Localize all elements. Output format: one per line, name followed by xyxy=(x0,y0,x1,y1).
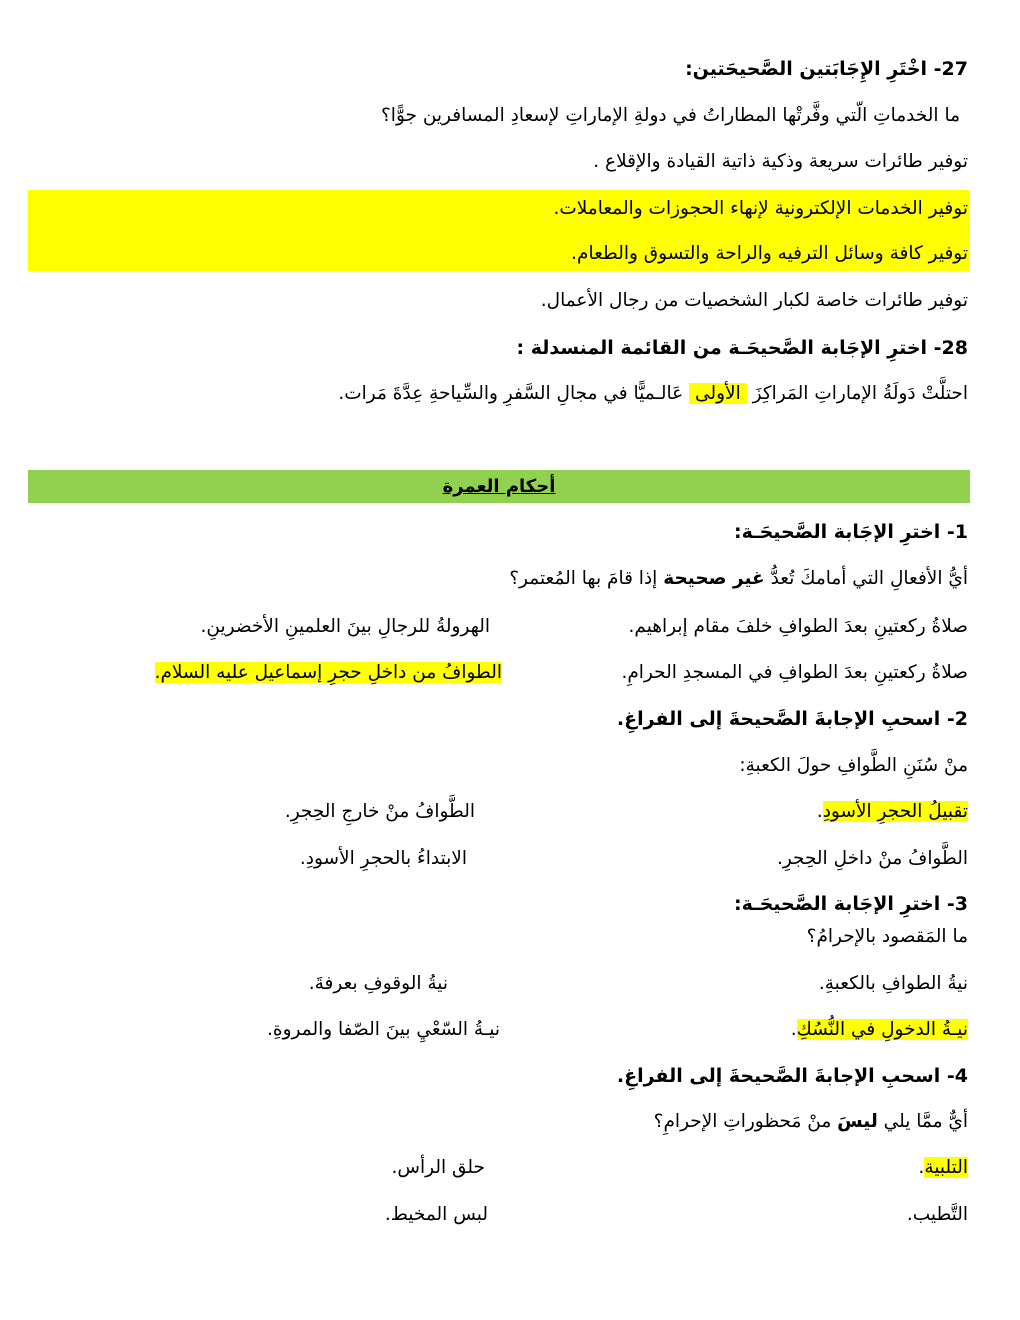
q28-sentence-start: احتلَّتْ دَولَةُ الإماراتِ المَراكِزَ xyxy=(752,383,968,404)
u1-option-r2[interactable]: صلاةُ ركعتينِ بعدَ الطوافِ في المسجدِ الحرامِ. xyxy=(621,662,968,683)
q27-option-3: توفير كافة وسائل الترفيه والراحة والتسوق والطعام. xyxy=(571,243,968,264)
u1-question xyxy=(52,566,968,592)
u2-option-l2[interactable]: الابتداءُ بالحجرِ الأسودِ. xyxy=(299,848,467,869)
u3-option-r2-dot: . xyxy=(790,1019,797,1040)
u3-title: 3- اخترِ الإجَابة الصَّحيحَـة: xyxy=(733,893,968,915)
q27-option-2: توفير الخدمات الإلكترونية لإنهاء الحجوزات والمعاملات. xyxy=(553,198,968,219)
u1-title: 1- اخترِ الإجَابة الصَّحيحَـة: xyxy=(733,521,968,543)
q27-question: ما الخدماتِ الّتي وفَّرتْها المطاراتُ في دولةِ الإماراتِ لإسعادِ المسافرين جوًّا؟ xyxy=(380,105,960,126)
u1-question-emphasis: غير صحيحة xyxy=(663,568,765,589)
u4-question-emphasis: ليسَ xyxy=(837,1111,878,1132)
u2-option-r2[interactable]: الطَّوافُ منْ داخلِ الحِجرِ. xyxy=(776,848,968,869)
u1-correct-answer: الطوافُ من داخلِ حجرِ إسماعيل عليه السلام. xyxy=(154,662,502,683)
u1-option-l2[interactable] xyxy=(155,660,502,686)
u1-question-end: إذا قامَ بها المُعتمر؟ xyxy=(509,568,658,589)
q27-option-1: توفير طائرات سريعة وذكية ذاتية القيادة والإقلاع . xyxy=(593,151,968,172)
u2-option-r1[interactable] xyxy=(817,799,968,825)
u1-option-r1[interactable]: صلاةُ ركعتينِ بعدَ الطوافِ خلفَ مقام إبراهيم. xyxy=(628,616,968,637)
u4-option-r1-dot: . xyxy=(918,1157,925,1178)
u2-title: 2- اسحبِ الإجابةَ الصَّحيحةَ إلى الفراغِ. xyxy=(616,708,968,730)
u3-option-l1[interactable]: نيةُ الوقوفِ بعرفةَ. xyxy=(308,973,448,994)
u4-question xyxy=(52,1109,968,1135)
u4-question-start: أيٌّ ممَّا يلي xyxy=(883,1111,968,1132)
section-title: أحكام العمرة xyxy=(442,476,556,497)
u2-option-l1[interactable]: الطَّوافُ منْ خارجِ الحِجرِ. xyxy=(284,801,475,822)
section-header xyxy=(28,470,970,503)
q28-sentence-end: عَالـميًّا في مجالِ السَّفرِ والسِّياحةِ عِدَّةَ مَرات. xyxy=(338,383,684,404)
q27-option-4: توفير طائرات خاصة لكبار الشخصيات من رجال الأعمال. xyxy=(540,290,968,311)
u2-option-r1-dot: . xyxy=(816,801,823,822)
u1-option-l1[interactable]: الهرولةُ للرجالِ بينَ العلمينِ الأخضرينِ. xyxy=(200,616,490,637)
u2-correct-answer: تقبيلُ الحجرِ الأسودِ xyxy=(822,801,968,822)
u4-option-r2[interactable]: التَّطيب. xyxy=(906,1204,968,1225)
q27-title: 27- اخْتَرِ الإِجَابَتين الصَّحيحَتين: xyxy=(685,58,968,80)
q28-title: 28- اخترِ الإجَابة الصَّحيحَـة من القائمة المنسدلة : xyxy=(516,337,968,359)
u2-question: منْ سُنَنِ الطَّوافِ حولَ الكعبةِ: xyxy=(739,755,968,776)
u4-question-end: منْ مَحظوراتِ الإحرامِ؟ xyxy=(653,1111,832,1132)
u1-question-start: أيُّ الأفعالِ التي أمامكَ تُعدُّ xyxy=(770,568,968,589)
q28-dropdown-answer[interactable]: الأولى xyxy=(689,383,747,404)
u4-option-r1[interactable] xyxy=(919,1155,968,1181)
u3-option-r2[interactable] xyxy=(791,1017,968,1043)
u4-title: 4- اسحبِ الإجابةَ الصَّحيحةَ إلى الفراغِ. xyxy=(616,1065,968,1087)
u4-option-l2[interactable]: لبس المخيط. xyxy=(384,1204,488,1225)
u4-option-l1[interactable]: حلق الرأس. xyxy=(391,1157,485,1178)
u3-option-r1[interactable]: نيةُ الطوافِ بالكعبةِ. xyxy=(818,973,968,994)
u3-correct-answer: نيـةُ الدخولِ في النُّسُكِ xyxy=(796,1019,968,1040)
u3-question: ما المَقصود بالإحرامُ؟ xyxy=(806,926,968,947)
q28-sentence xyxy=(52,381,968,407)
u3-option-l2[interactable]: نيـةُ السّعْيِ بينَ الصّفا والمروةِ. xyxy=(267,1019,500,1040)
u4-correct-answer: التلبية xyxy=(924,1157,968,1178)
